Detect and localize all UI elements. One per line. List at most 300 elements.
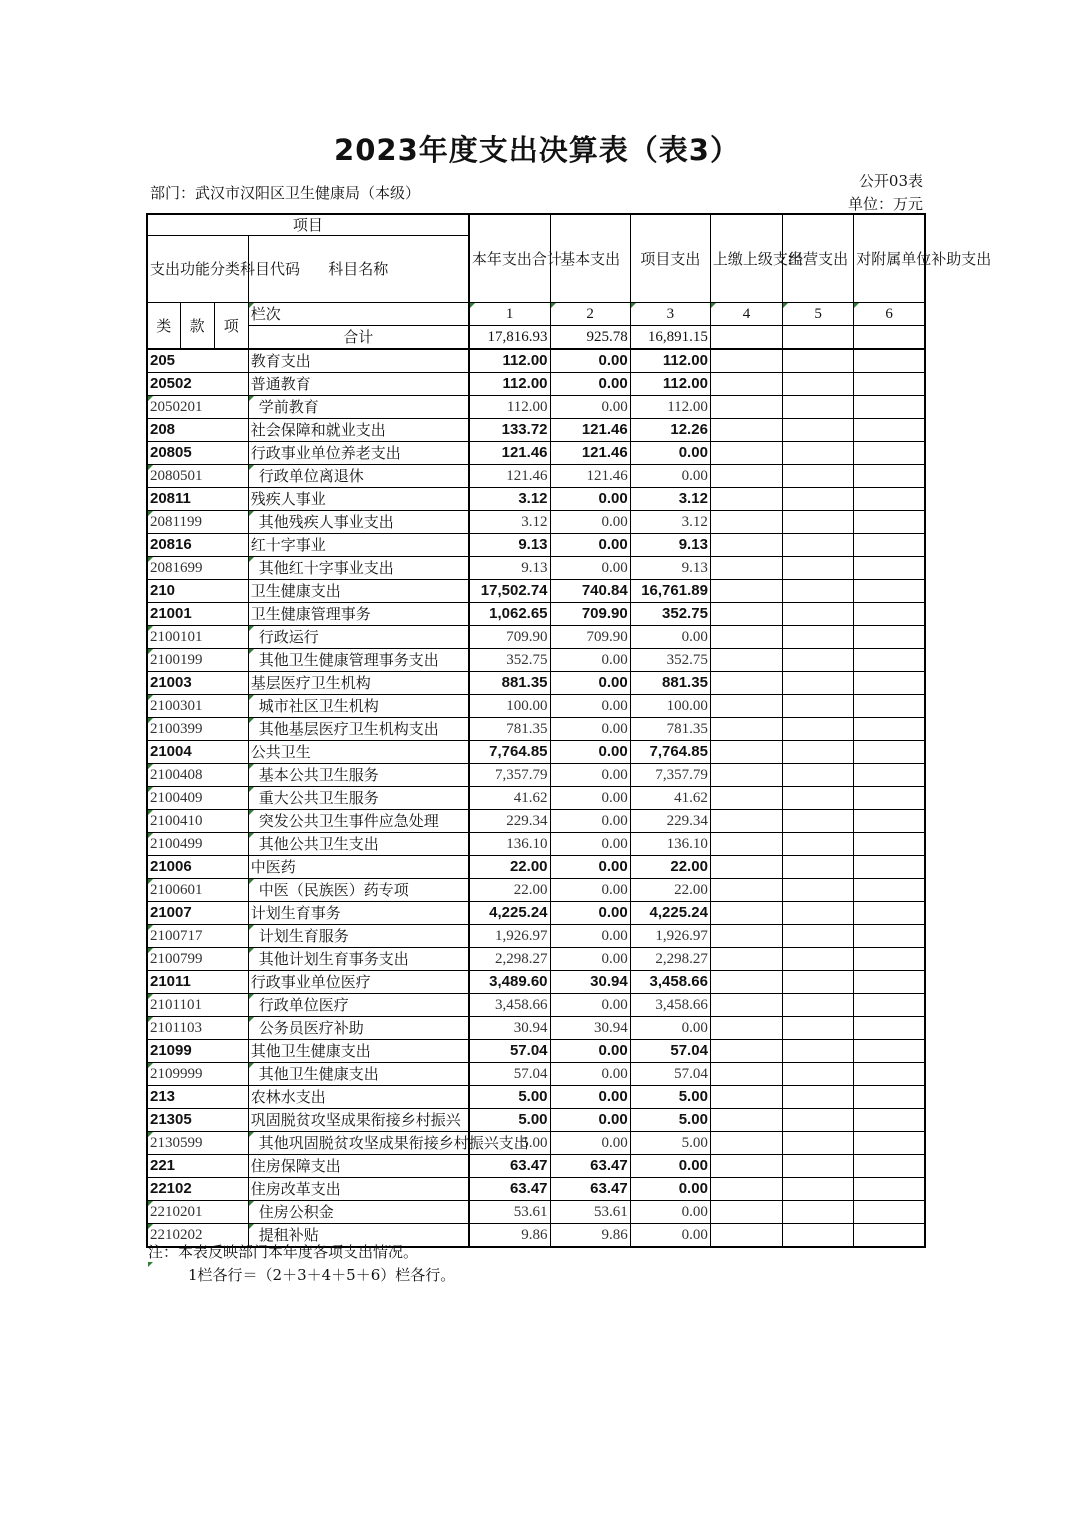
row-code: 21004 — [147, 741, 248, 764]
table-row — [147, 557, 925, 580]
row-total: 121.46 — [469, 442, 550, 465]
row-total: 5.00 — [469, 1132, 550, 1155]
row-basic: 53.61 — [550, 1201, 630, 1224]
row-upper — [710, 672, 782, 695]
row-name: 其他红十字事业支出 — [248, 557, 469, 580]
row-code: 2100601 — [147, 879, 248, 902]
row-code: 2081199 — [147, 511, 248, 534]
table-row — [147, 879, 925, 902]
row-name: 其他卫生健康管理事务支出 — [248, 649, 469, 672]
row-basic: 0.00 — [550, 856, 630, 879]
table-row — [147, 349, 925, 373]
row-total: 57.04 — [469, 1063, 550, 1086]
row-project: 7,357.79 — [630, 764, 710, 787]
row-subsidy — [854, 787, 925, 810]
row-name: 社会保障和就业支出 — [248, 419, 469, 442]
row-subsidy — [854, 465, 925, 488]
row-code: 21011 — [147, 971, 248, 994]
table-row — [147, 1178, 925, 1201]
row-total: 5.00 — [469, 1086, 550, 1109]
header-code: 支出功能分类科目代码 — [147, 236, 248, 303]
table-row — [147, 603, 925, 626]
row-code: 21003 — [147, 672, 248, 695]
row-project: 22.00 — [630, 879, 710, 902]
row-total: 7,764.85 — [469, 741, 550, 764]
table-row — [147, 488, 925, 511]
row-business — [783, 902, 854, 925]
row-subsidy — [854, 511, 925, 534]
row-business — [783, 1132, 854, 1155]
row-upper — [710, 925, 782, 948]
row-project: 0.00 — [630, 1155, 710, 1178]
row-project: 3.12 — [630, 488, 710, 511]
header-basic: 基本支出 — [550, 214, 630, 303]
row-name: 卫生健康支出 — [248, 580, 469, 603]
row-business — [783, 580, 854, 603]
row-business — [783, 879, 854, 902]
row-total: 7,357.79 — [469, 764, 550, 787]
row-name: 其他卫生健康支出 — [248, 1063, 469, 1086]
col-num-5: 5 — [783, 303, 854, 326]
table-row — [147, 442, 925, 465]
department-label: 部门：武汉市汉阳区卫生健康局（本级） — [150, 184, 421, 202]
row-basic: 0.00 — [550, 879, 630, 902]
row-upper — [710, 741, 782, 764]
row-total: 4,225.24 — [469, 902, 550, 925]
row-total: 781.35 — [469, 718, 550, 741]
row-total: 3,489.60 — [469, 971, 550, 994]
row-subsidy — [854, 764, 925, 787]
row-code: 21099 — [147, 1040, 248, 1063]
row-upper — [710, 1017, 782, 1040]
row-upper — [710, 787, 782, 810]
form-number: 公开03表 — [858, 172, 923, 190]
row-code: 2100409 — [147, 787, 248, 810]
row-basic: 0.00 — [550, 534, 630, 557]
row-project: 229.34 — [630, 810, 710, 833]
row-basic: 63.47 — [550, 1155, 630, 1178]
row-business — [783, 649, 854, 672]
row-total: 3,458.66 — [469, 994, 550, 1017]
row-business — [783, 856, 854, 879]
row-business — [783, 695, 854, 718]
row-business — [783, 1109, 854, 1132]
note-line-1: 注：本表反映部门本年度各项支出情况。 — [148, 1243, 419, 1261]
row-total: 2,298.27 — [469, 948, 550, 971]
col-num-2: 2 — [550, 303, 630, 326]
row-total: 709.90 — [469, 626, 550, 649]
row-upper — [710, 810, 782, 833]
row-project: 3,458.66 — [630, 994, 710, 1017]
row-code: 2100399 — [147, 718, 248, 741]
row-business — [783, 925, 854, 948]
row-basic: 30.94 — [550, 971, 630, 994]
row-name: 提租补贴 — [248, 1224, 469, 1248]
row-project: 781.35 — [630, 718, 710, 741]
row-project: 0.00 — [630, 465, 710, 488]
row-upper — [710, 833, 782, 856]
row-code: 2100499 — [147, 833, 248, 856]
row-subsidy — [854, 810, 925, 833]
row-basic: 0.00 — [550, 695, 630, 718]
row-code: 21007 — [147, 902, 248, 925]
row-code: 2109999 — [147, 1063, 248, 1086]
row-basic: 0.00 — [550, 741, 630, 764]
row-name: 行政运行 — [248, 626, 469, 649]
col-num-6: 6 — [854, 303, 925, 326]
header-subsidy: 对附属单位补助支出 — [854, 214, 925, 303]
row-subsidy — [854, 349, 925, 373]
row-project: 22.00 — [630, 856, 710, 879]
table-row — [147, 396, 925, 419]
row-code: 21001 — [147, 603, 248, 626]
row-project: 112.00 — [630, 373, 710, 396]
total-sum: 17,816.93 — [469, 326, 550, 350]
table-row — [147, 718, 925, 741]
row-upper — [710, 442, 782, 465]
row-total: 352.75 — [469, 649, 550, 672]
row-project: 57.04 — [630, 1040, 710, 1063]
row-business — [783, 787, 854, 810]
row-total: 57.04 — [469, 1040, 550, 1063]
row-subsidy — [854, 580, 925, 603]
row-project: 4,225.24 — [630, 902, 710, 925]
row-total: 63.47 — [469, 1155, 550, 1178]
row-upper — [710, 1063, 782, 1086]
row-business — [783, 1086, 854, 1109]
row-name: 红十字事业 — [248, 534, 469, 557]
table-row — [147, 1063, 925, 1086]
row-upper — [710, 1109, 782, 1132]
row-basic: 0.00 — [550, 672, 630, 695]
row-basic: 0.00 — [550, 810, 630, 833]
row-project: 16,761.89 — [630, 580, 710, 603]
row-subsidy — [854, 695, 925, 718]
total-subsidy — [854, 326, 925, 350]
row-total: 133.72 — [469, 419, 550, 442]
row-business — [783, 534, 854, 557]
row-code: 2100301 — [147, 695, 248, 718]
row-upper — [710, 373, 782, 396]
row-subsidy — [854, 833, 925, 856]
row-subsidy — [854, 626, 925, 649]
row-business — [783, 511, 854, 534]
table-row — [147, 580, 925, 603]
header-upper: 上缴上级支出 — [710, 214, 782, 303]
row-project: 57.04 — [630, 1063, 710, 1086]
table-row — [147, 511, 925, 534]
row-basic: 0.00 — [550, 649, 630, 672]
row-subsidy — [854, 1086, 925, 1109]
row-project: 5.00 — [630, 1109, 710, 1132]
row-subsidy — [854, 718, 925, 741]
table-row — [147, 994, 925, 1017]
row-subsidy — [854, 1063, 925, 1086]
row-project: 9.13 — [630, 534, 710, 557]
row-upper — [710, 580, 782, 603]
row-upper — [710, 856, 782, 879]
row-upper — [710, 349, 782, 373]
row-name: 住房公积金 — [248, 1201, 469, 1224]
row-code: 2210201 — [147, 1201, 248, 1224]
row-project: 3,458.66 — [630, 971, 710, 994]
row-total: 17,502.74 — [469, 580, 550, 603]
row-business — [783, 764, 854, 787]
row-business — [783, 557, 854, 580]
row-business — [783, 419, 854, 442]
row-total: 112.00 — [469, 373, 550, 396]
row-subsidy — [854, 557, 925, 580]
col-num-3: 3 — [630, 303, 710, 326]
row-upper — [710, 419, 782, 442]
header-item: 项目 — [147, 214, 469, 236]
row-name: 其他残疾人事业支出 — [248, 511, 469, 534]
row-upper — [710, 695, 782, 718]
row-code: 221 — [147, 1155, 248, 1178]
row-upper — [710, 465, 782, 488]
row-basic: 0.00 — [550, 1063, 630, 1086]
row-total: 881.35 — [469, 672, 550, 695]
row-project: 100.00 — [630, 695, 710, 718]
row-business — [783, 672, 854, 695]
row-project: 41.62 — [630, 787, 710, 810]
table-row — [147, 1109, 925, 1132]
row-code: 2101101 — [147, 994, 248, 1017]
row-total: 9.13 — [469, 534, 550, 557]
row-total: 136.10 — [469, 833, 550, 856]
table-row — [147, 672, 925, 695]
row-code: 20811 — [147, 488, 248, 511]
row-basic: 0.00 — [550, 718, 630, 741]
row-total: 63.47 — [469, 1178, 550, 1201]
header-xiang: 项 — [214, 303, 248, 350]
row-upper — [710, 396, 782, 419]
table-row — [147, 534, 925, 557]
row-upper — [710, 764, 782, 787]
table-row — [147, 833, 925, 856]
row-total: 22.00 — [469, 856, 550, 879]
row-basic: 740.84 — [550, 580, 630, 603]
table-row — [147, 649, 925, 672]
row-upper — [710, 1201, 782, 1224]
row-basic: 0.00 — [550, 1086, 630, 1109]
row-upper — [710, 948, 782, 971]
table-row — [147, 948, 925, 971]
row-business — [783, 1178, 854, 1201]
row-basic: 0.00 — [550, 1132, 630, 1155]
row-total: 3.12 — [469, 511, 550, 534]
row-name: 其他巩固脱贫攻坚成果衔接乡村振兴支出 — [248, 1132, 469, 1155]
row-upper — [710, 511, 782, 534]
row-subsidy — [854, 1040, 925, 1063]
row-upper — [710, 1086, 782, 1109]
unit-label: 单位：万元 — [847, 195, 923, 213]
row-code: 2130599 — [147, 1132, 248, 1155]
row-total: 112.00 — [469, 349, 550, 373]
row-name: 公共卫生 — [248, 741, 469, 764]
row-basic: 709.90 — [550, 603, 630, 626]
header-lei: 类 — [147, 303, 180, 350]
row-subsidy — [854, 672, 925, 695]
row-upper — [710, 1178, 782, 1201]
header-total: 本年支出合计 — [469, 214, 550, 303]
row-business — [783, 718, 854, 741]
row-total: 100.00 — [469, 695, 550, 718]
row-name: 卫生健康管理事务 — [248, 603, 469, 626]
table-row — [147, 1086, 925, 1109]
row-code: 20816 — [147, 534, 248, 557]
row-basic: 0.00 — [550, 488, 630, 511]
row-business — [783, 626, 854, 649]
table-row — [147, 373, 925, 396]
row-code: 2100408 — [147, 764, 248, 787]
header-project: 项目支出 — [630, 214, 710, 303]
row-name: 计划生育服务 — [248, 925, 469, 948]
table-row — [147, 1040, 925, 1063]
row-code: 2100717 — [147, 925, 248, 948]
header-kuan: 款 — [180, 303, 214, 350]
row-business — [783, 396, 854, 419]
row-project: 7,764.85 — [630, 741, 710, 764]
row-total: 3.12 — [469, 488, 550, 511]
row-upper — [710, 971, 782, 994]
row-upper — [710, 649, 782, 672]
row-total: 5.00 — [469, 1109, 550, 1132]
row-subsidy — [854, 1178, 925, 1201]
row-name: 巩固脱贫攻坚成果衔接乡村振兴 — [248, 1109, 469, 1132]
row-name: 行政事业单位医疗 — [248, 971, 469, 994]
row-subsidy — [854, 1224, 925, 1248]
row-name: 行政单位离退休 — [248, 465, 469, 488]
row-name: 住房改革支出 — [248, 1178, 469, 1201]
row-upper — [710, 534, 782, 557]
row-basic: 0.00 — [550, 764, 630, 787]
row-code: 205 — [147, 349, 248, 373]
table-row — [147, 1017, 925, 1040]
row-basic: 121.46 — [550, 465, 630, 488]
header-business: 经营支出 — [783, 214, 854, 303]
row-basic: 63.47 — [550, 1178, 630, 1201]
row-code: 213 — [147, 1086, 248, 1109]
row-project: 352.75 — [630, 603, 710, 626]
row-business — [783, 1017, 854, 1040]
row-business — [783, 1040, 854, 1063]
row-basic: 0.00 — [550, 925, 630, 948]
table-row — [147, 1132, 925, 1155]
table-row — [147, 1201, 925, 1224]
row-upper — [710, 902, 782, 925]
header-lanci: 栏次 — [248, 303, 469, 326]
row-upper — [710, 603, 782, 626]
row-basic: 0.00 — [550, 994, 630, 1017]
row-business — [783, 349, 854, 373]
row-upper — [710, 1224, 782, 1248]
table-row — [147, 856, 925, 879]
row-project: 0.00 — [630, 1201, 710, 1224]
col-num-1: 1 — [469, 303, 550, 326]
row-name: 基层医疗卫生机构 — [248, 672, 469, 695]
row-basic: 30.94 — [550, 1017, 630, 1040]
row-code: 2100799 — [147, 948, 248, 971]
row-name: 其他计划生育事务支出 — [248, 948, 469, 971]
row-code: 2100101 — [147, 626, 248, 649]
row-name: 计划生育事务 — [248, 902, 469, 925]
row-name: 基本公共卫生服务 — [248, 764, 469, 787]
row-name: 中医药 — [248, 856, 469, 879]
row-upper — [710, 1132, 782, 1155]
row-name: 突发公共卫生事件应急处理 — [248, 810, 469, 833]
row-upper — [710, 1040, 782, 1063]
row-code: 210 — [147, 580, 248, 603]
row-upper — [710, 1155, 782, 1178]
expenditure-table — [146, 213, 992, 1248]
row-subsidy — [854, 442, 925, 465]
row-name: 其他基层医疗卫生机构支出 — [248, 718, 469, 741]
row-name: 行政事业单位养老支出 — [248, 442, 469, 465]
row-name: 城市社区卫生机构 — [248, 695, 469, 718]
row-project: 136.10 — [630, 833, 710, 856]
row-subsidy — [854, 488, 925, 511]
row-total: 1,926.97 — [469, 925, 550, 948]
row-business — [783, 465, 854, 488]
row-upper — [710, 879, 782, 902]
row-business — [783, 741, 854, 764]
total-upper — [710, 326, 782, 350]
note-line-2: 1栏各行＝（2＋3＋4＋5＋6）栏各行。 — [188, 1266, 456, 1284]
row-basic: 0.00 — [550, 349, 630, 373]
row-business — [783, 948, 854, 971]
col-num-4: 4 — [710, 303, 782, 326]
row-code: 2081699 — [147, 557, 248, 580]
row-subsidy — [854, 994, 925, 1017]
row-code: 22102 — [147, 1178, 248, 1201]
row-basic: 121.46 — [550, 419, 630, 442]
row-name: 残疾人事业 — [248, 488, 469, 511]
row-name: 教育支出 — [248, 349, 469, 373]
row-basic: 0.00 — [550, 373, 630, 396]
total-project: 16,891.15 — [630, 326, 710, 350]
row-project: 0.00 — [630, 442, 710, 465]
row-upper — [710, 488, 782, 511]
row-code: 21305 — [147, 1109, 248, 1132]
table-row — [147, 764, 925, 787]
row-subsidy — [854, 534, 925, 557]
row-name: 住房保障支出 — [248, 1155, 469, 1178]
row-project: 112.00 — [630, 349, 710, 373]
row-subsidy — [854, 879, 925, 902]
row-business — [783, 1201, 854, 1224]
row-name: 其他卫生健康支出 — [248, 1040, 469, 1063]
row-code: 2080501 — [147, 465, 248, 488]
row-subsidy — [854, 603, 925, 626]
row-subsidy — [854, 971, 925, 994]
row-total: 30.94 — [469, 1017, 550, 1040]
row-project: 2,298.27 — [630, 948, 710, 971]
row-total: 121.46 — [469, 465, 550, 488]
row-code: 2101103 — [147, 1017, 248, 1040]
row-subsidy — [854, 948, 925, 971]
row-business — [783, 810, 854, 833]
note-marker — [148, 1262, 153, 1267]
row-project: 3.12 — [630, 511, 710, 534]
row-name: 普通教育 — [248, 373, 469, 396]
row-subsidy — [854, 373, 925, 396]
row-name: 行政单位医疗 — [248, 994, 469, 1017]
row-total: 112.00 — [469, 396, 550, 419]
row-basic: 0.00 — [550, 902, 630, 925]
row-project: 0.00 — [630, 1017, 710, 1040]
row-basic: 0.00 — [550, 787, 630, 810]
